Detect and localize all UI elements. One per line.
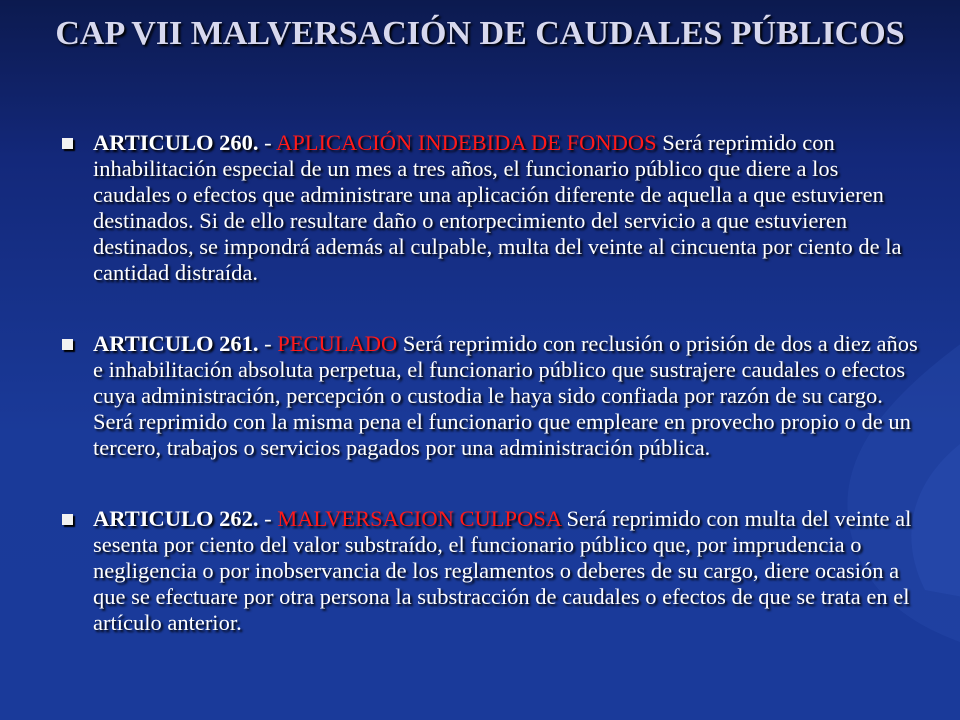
article-name: MALVERSACION CULPOSA bbox=[277, 506, 561, 531]
article-text: Será reprimido con inhabilitación especial de un mes a tres años, el funcionario público que diere a los caudales o efectos que administrare una aplicación diferente de aquella a que estuvieren destinados. Si de ello resultare daño o entorpecimiento del servicio a que estuvieren destinados, se impondrá además al culpable, multa del veinte al cincuenta por ciento de la cantidad distraída. bbox=[93, 130, 902, 285]
square-bullet-icon bbox=[62, 138, 73, 149]
article-separator: - bbox=[258, 331, 278, 356]
article-number: ARTICULO 262. bbox=[93, 506, 259, 531]
article-list bbox=[60, 130, 920, 681]
article-text: Será reprimido con reclusión o prisión de dos a diez años e inhabilitación absoluta perpetua, el funcionario público que sustrajere caudales o efectos cuya administración, percepción o custodia le haya sido confiada por razón de su cargo. Será reprimido con la misma pena el funcionario que empleare en provecho propio o de un tercero, trabajos o servicios pagados por una administración pública. bbox=[93, 331, 918, 460]
article-number: ARTICULO 261. bbox=[93, 331, 259, 356]
article-name: APLICACIÓN INDEBIDA DE FONDOS bbox=[276, 130, 657, 155]
article-text: Será reprimido con multa del veinte al sesenta por ciento del valor substraído, el funcionario público que, por imprudencia o negligencia o por inobservancia de los reglamentos o deberes de su cargo, diere ocasión a que se efectuare por otra persona la substracción de caudales o efectos de que se trata en el artículo anterior. bbox=[93, 506, 912, 635]
article-262 bbox=[60, 506, 920, 636]
article-separator: - bbox=[258, 130, 276, 155]
slide-title: CAP VII MALVERSACIÓN DE CAUDALES PÚBLICOS bbox=[55, 15, 905, 52]
article-260 bbox=[60, 130, 920, 286]
article-separator: - bbox=[258, 506, 278, 531]
article-name: PECULADO bbox=[277, 331, 398, 356]
article-number: ARTICULO 260. bbox=[93, 130, 259, 155]
square-bullet-icon bbox=[62, 514, 73, 525]
square-bullet-icon bbox=[62, 339, 73, 350]
article-261 bbox=[60, 331, 920, 461]
